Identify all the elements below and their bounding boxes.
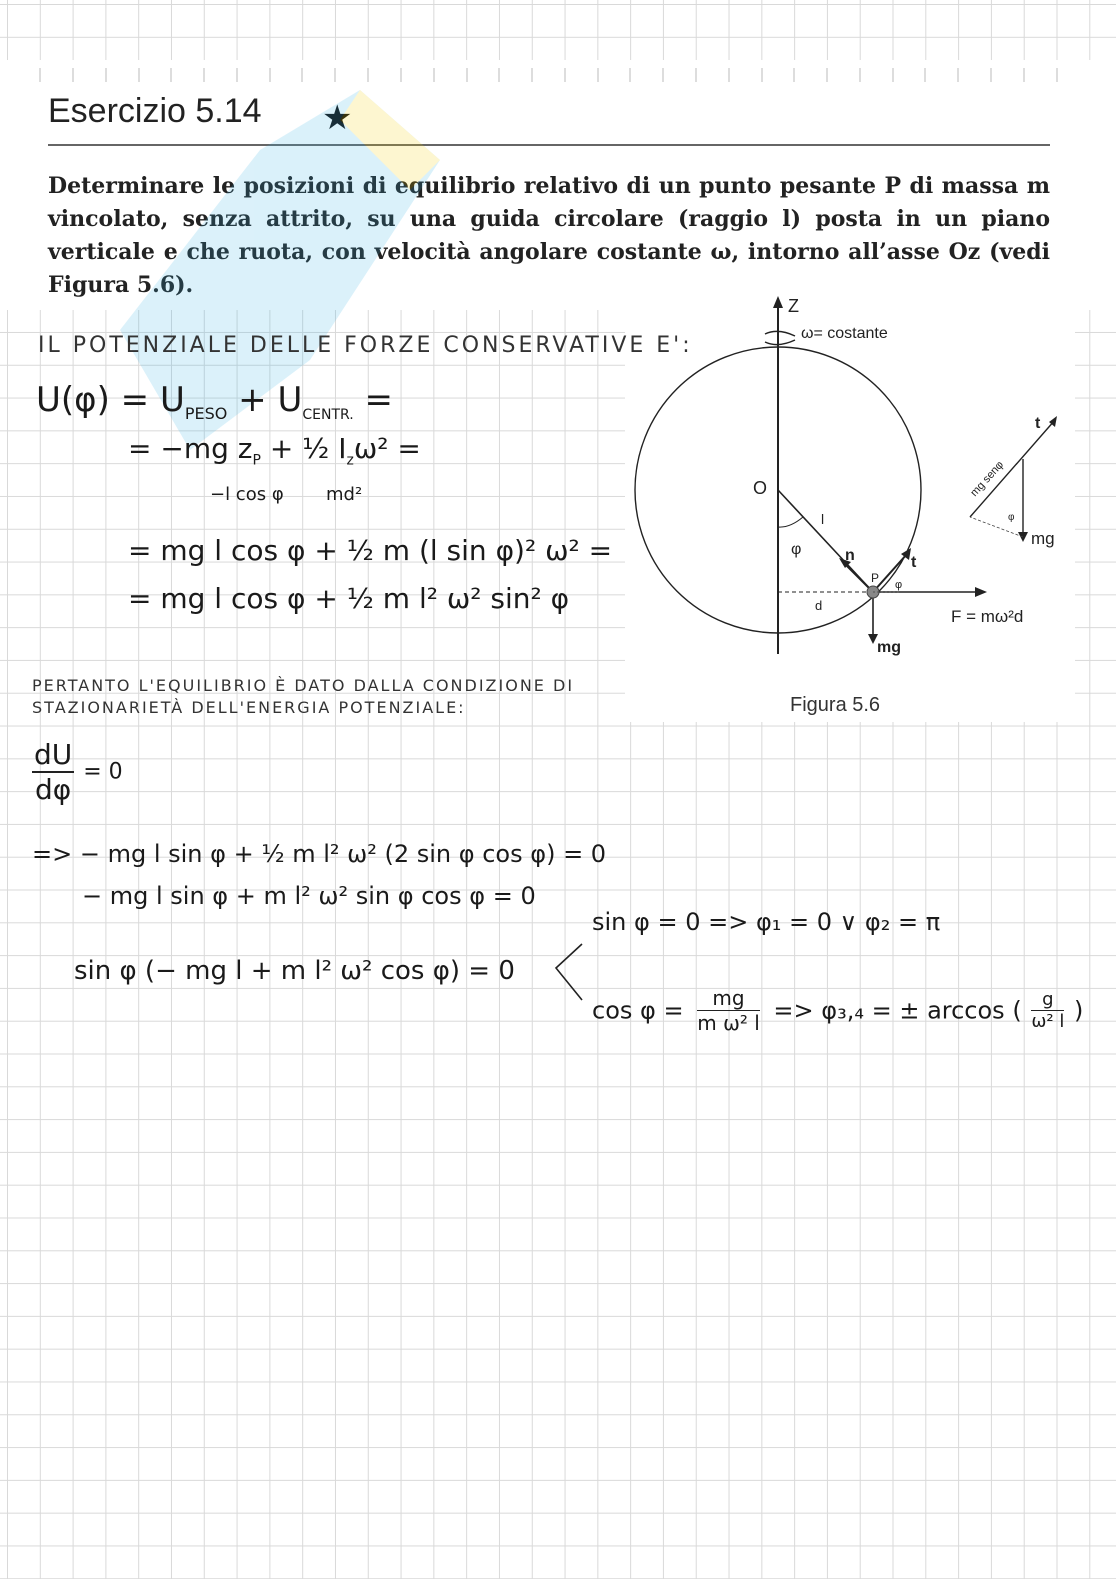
equation-u-step4: = mg l cos φ + ½ m l² ω² sin² φ [128,582,570,615]
label-origin: O [753,478,768,498]
label-mg-sin: mg senφ [968,458,1007,500]
label-n: n [845,547,855,564]
equation-u-step3: = mg l cos φ + ½ m (l sin φ)² ω² = [128,534,613,567]
equation-simplified: − mg l sin φ + m l² ω² sin φ cos φ = 0 [82,882,536,910]
title-divider [48,144,1050,146]
label-phi2: φ [1008,512,1015,523]
problem-statement: Determinare le posizioni di equilibrio relativo di un punto pesante P di massa m vincolato, senza attrito, su una guida circolare (raggio l) posta in un piano verticale e che ruota, con velocità angolare costante ω, intorno all’asse Oz (vedi Figura 5.6). [48,173,1050,298]
label-d: d [815,598,823,613]
label-t2: t [1035,415,1041,432]
margin-ticks [0,68,1116,82]
equation-u-step2: = −mg $z_P$ + ½ $I_z\omega^2$ = [128,432,421,469]
label-p: P [871,571,880,585]
equation-u-note2: md² [326,484,363,505]
equation-factored: sin φ (− mg l + m l² ω² cos φ) = 0 [74,956,515,986]
label-force: F = mω²d [951,607,1024,626]
equation-u-def: $U(\varphi) = U_{PESO} + U_{CENTR.}$ = [36,380,393,423]
label-radius: l [821,511,825,527]
solution-case2: cos φ = $\frac{mg}{\text{m ω² l}}$ => φ₃,₄ = ± arccos ( $\frac{g}{\text{ω² l}}$ ) [592,986,1084,1035]
figure-caption: Figura 5.6 [790,694,881,716]
label-mg: mg [877,639,901,656]
z-axis-arrow-icon [773,296,783,308]
note-equilibrium-line1: PERTANTO L'EQUILIBRIO È DATO DALLA CONDIZIONE DI [32,676,575,695]
note-equilibrium-line2: STAZIONARIETÀ DELL'ENERGIA POTENZIALE: [32,698,466,717]
case-brace [548,938,588,1008]
label-phi-small: φ [895,579,903,591]
side-tangent-line [970,420,1055,517]
label-mg2: mg [1031,529,1055,548]
label-z: Z [788,296,799,316]
label-t: t [911,554,917,571]
note-potential-heading: IL POTENZIALE DELLE FORZE CONSERVATIVE E': [38,333,693,358]
solution-case1: sin φ = 0 => φ₁ = 0 ∨ φ₂ = π [592,908,941,936]
equation-u-note1: −l cos φ [210,484,284,505]
equation-derivative: => − mg l sin φ + ½ m l² ω² (2 sin φ cos φ) = 0 [32,840,607,868]
exercise-title: Esercizio 5.14 [48,92,262,130]
rotation-arrow-icon [765,331,795,336]
label-omega: ω= costante [801,325,888,342]
label-phi: φ [791,541,802,558]
difficulty-star-icon: ★ [322,98,353,138]
derivative-fraction: $\frac{dU}{d\varphi}$ = 0 [34,738,123,806]
